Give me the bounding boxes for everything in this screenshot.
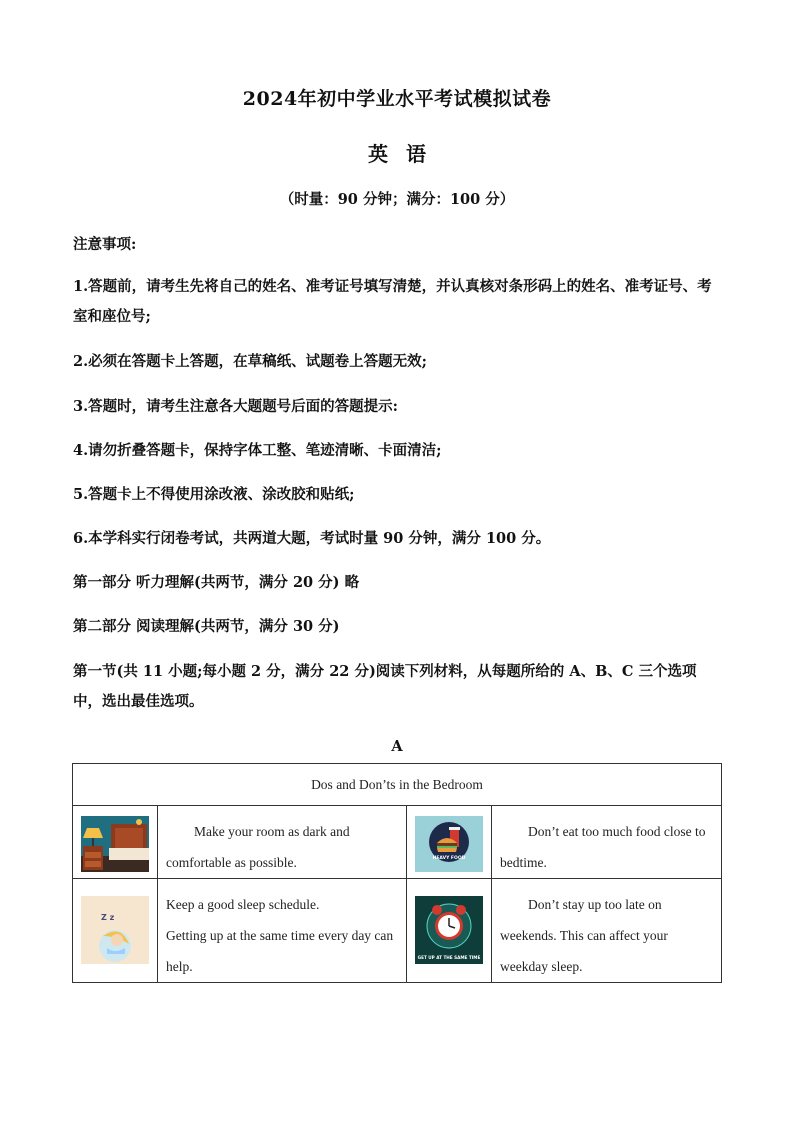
alarm-clock-icon-cell: [407, 879, 492, 983]
heavy-food-icon-cell: [407, 806, 492, 879]
notice-item-4: 4.请勿折叠答题卡，保持字体工整、笔迹清晰、卡面清洁;: [73, 442, 442, 459]
bedroom-icon: [81, 816, 149, 872]
part-one-heading: 第一部分 听力理解(共两节，满分 20 分) 略: [73, 574, 360, 591]
time-info: （时量：90 分钟；满分：100 分）: [279, 191, 515, 208]
tip-food-bedtime: Don’t eat too much food close to bedtime.: [492, 806, 722, 879]
zz-label: Z z: [101, 913, 115, 922]
notice-item-3: 3.答题时，请考生注意各大题题号后面的答题提示:: [73, 398, 398, 415]
heavy-food-label: HEAVY FOOD: [432, 856, 466, 861]
exam-title: 2024年初中学业水平考试模拟试卷: [242, 88, 552, 110]
alarm-clock-icon: [415, 896, 483, 960]
table-title: Dos and Don’ts in the Bedroom: [73, 764, 722, 806]
sleeping-moon-icon-cell: [73, 879, 158, 983]
heavy-food-icon: [415, 816, 483, 872]
passage-label: A: [391, 738, 403, 755]
bedroom-tips-table: [72, 763, 722, 983]
tip-weekend-sleep: Don’t stay up too late on weekends. This can affect your weekday sleep.: [492, 879, 722, 983]
subject-title: 英语: [368, 142, 444, 166]
sleeping-moon-icon: [81, 896, 149, 952]
part-two-heading: 第二部分 阅读理解(共两节，满分 30 分): [73, 618, 340, 635]
tip-sleep-schedule: Keep a good sleep schedule. Getting up at the same time every day can help.: [158, 879, 407, 983]
notice-heading: 注意事项:: [73, 236, 137, 253]
notice-item-6: 6.本学科实行闭卷考试，共两道大题，考试时量 90 分钟，满分 100 分。: [73, 530, 551, 547]
notice-item-2: 2.必须在答题卡上答题，在草稿纸、试题卷上答题无效;: [73, 353, 427, 370]
tip-dark-room: Make your room as dark and comfortable as possible.: [158, 806, 407, 879]
section-one-instructions: 第一节(共 11 小题;每小题 2 分，满分 22 分)阅读下列材料，从每题所给的 A、B、C 三个选项中，选出最佳选项。: [73, 663, 697, 710]
notice-item-5: 5.答题卡上不得使用涂改液、涂改胶和贴纸;: [73, 486, 355, 503]
notice-item-1: 1.答题前，请考生先将自己的姓名、准考证号填写清楚，并认真核对条形码上的姓名、准考证号、考室和座位号;: [73, 278, 712, 325]
bedroom-icon-cell: [73, 806, 158, 879]
get-up-label: GET UP AT THE SAME TIME: [417, 955, 481, 960]
